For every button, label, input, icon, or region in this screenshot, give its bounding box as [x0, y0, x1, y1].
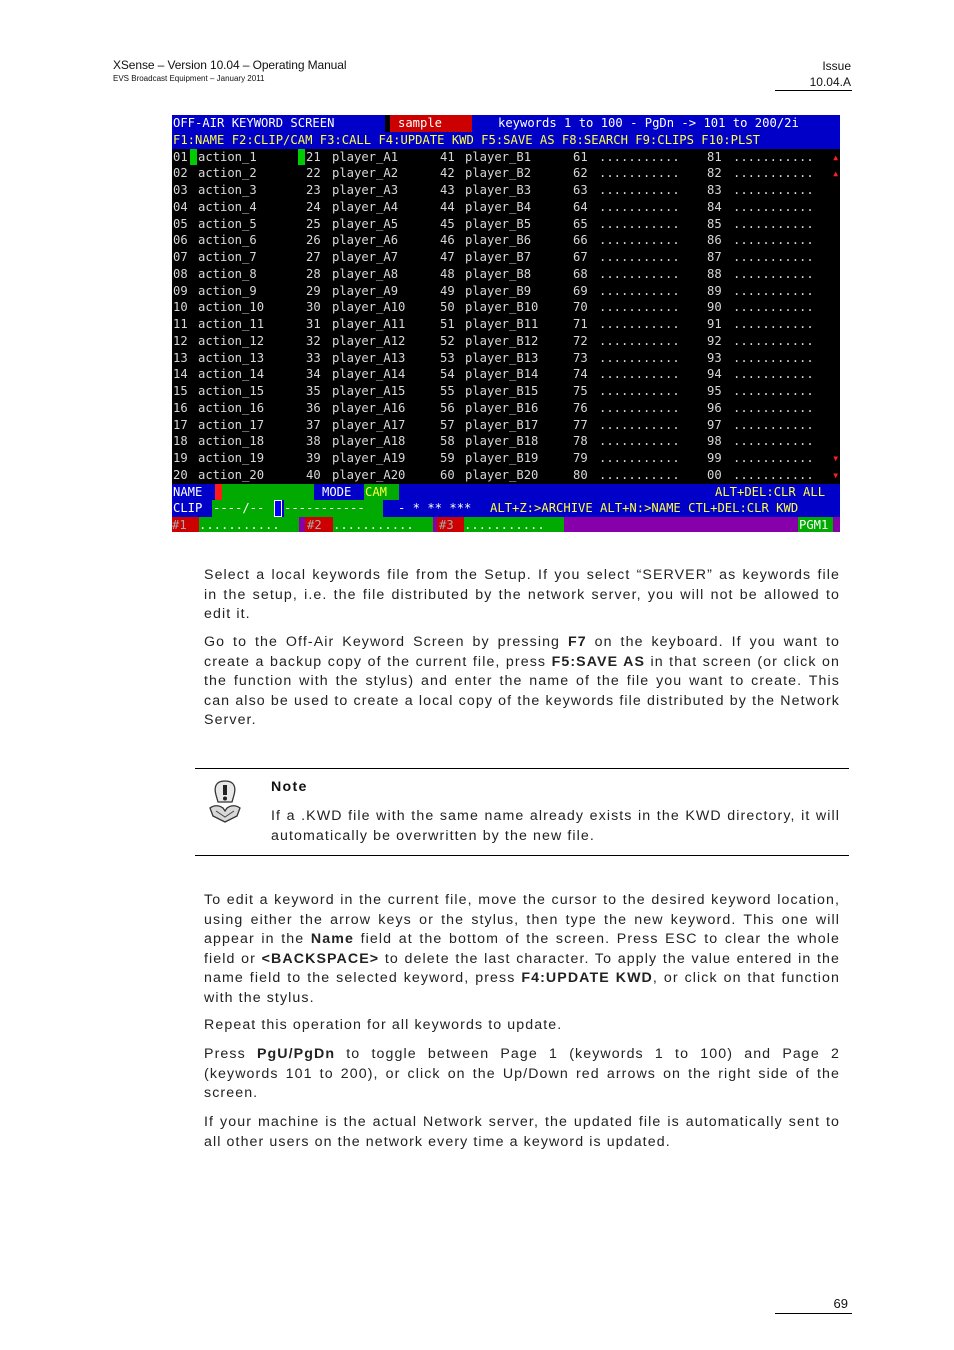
keyword-number: 19	[173, 451, 188, 465]
keyword-number: 73	[573, 350, 588, 365]
keyword-number: 04	[173, 199, 188, 214]
text-run: to delete the last character. To apply the value entered in the name field to the selected keyword, press	[204, 950, 841, 986]
keyword-cell[interactable]: player_A20	[332, 467, 406, 482]
keyword-cell[interactable]: ...........	[733, 283, 814, 298]
keyword-cell[interactable]: ...........	[599, 250, 680, 264]
keyword-number: 54	[440, 367, 455, 382]
keyword-cell[interactable]: player_B4	[465, 199, 532, 214]
keyword-number: 60	[440, 467, 455, 482]
keyword-number: 81	[707, 149, 722, 164]
function-keys[interactable]: F1:NAME F2:CLIP/CAM F3:CALL F4:UPDATE KWD F5:SAVE AS F8:SEARCH F9:CLIPS F10:PLST	[173, 132, 760, 147]
keyword-number: 91	[707, 317, 722, 331]
keyword-number: 29	[306, 283, 321, 298]
keyword-cell[interactable]: player_A3	[332, 183, 399, 197]
keyword-number: 16	[173, 400, 188, 415]
keyword-number: 44	[440, 199, 455, 214]
keyword-cell[interactable]: action_10	[198, 300, 265, 315]
slot-3-label[interactable]: #3	[437, 517, 466, 532]
warning-hand-icon	[205, 778, 245, 826]
keyword-number: 64	[573, 199, 588, 214]
page-number: 69	[833, 1296, 848, 1311]
name-cursor	[215, 484, 222, 501]
keyword-number: 41	[440, 149, 455, 164]
keyword-number: 94	[707, 367, 722, 382]
keyword-cell[interactable]: ...........	[733, 216, 814, 231]
keyword-number: 23	[306, 183, 321, 197]
text-run: to toggle between Page 1 (keywords 1 to 100) and Page 2 (keywords 101 to 200), or click on the Up/Down red arrows on the right side of the screen.	[204, 1046, 841, 1101]
paragraph-toggle-pages	[204, 1045, 840, 1104]
paragraph-select-file: Select a local keywords file from the Setup. If you select “SERVER” as keywords file in the setup, i.e. the file distributed by the network server, you will not be allowed to edit it.	[204, 567, 840, 622]
keyword-number: 50	[440, 300, 455, 315]
keyword-row	[172, 417, 840, 434]
keyword-cell[interactable]: action_5	[198, 216, 257, 231]
keyword-number: 88	[707, 266, 722, 281]
keyword-number: 02	[173, 166, 188, 181]
keyword-number: 75	[573, 384, 588, 398]
keyword-cell[interactable]: ...........	[733, 384, 814, 398]
keyword-number: 01	[173, 149, 188, 164]
keyword-cell[interactable]: ...........	[733, 266, 814, 281]
keyword-cell[interactable]: player_B9	[465, 283, 532, 298]
keyword-number: 67	[573, 250, 588, 264]
footer-rule	[775, 1313, 852, 1314]
page-down-arrow-icon[interactable]: ▾	[832, 451, 840, 465]
keyword-row	[172, 350, 840, 367]
text-run: on the keyboard. If you want to create a backup copy of the current file, press	[204, 634, 840, 670]
keyword-number: 46	[440, 233, 455, 248]
keyword-cell[interactable]: action_9	[198, 283, 257, 298]
header-rule	[775, 90, 852, 91]
slot-1-value[interactable]: ...........	[199, 517, 299, 532]
name-field-row[interactable]	[172, 484, 840, 501]
keyword-number: 77	[573, 417, 588, 432]
keyword-cell[interactable]: ...........	[599, 283, 680, 298]
keyword-cell[interactable]: action_20	[198, 467, 265, 482]
keyword-row	[172, 450, 840, 467]
keyword-row	[172, 383, 840, 400]
keyword-cell[interactable]: action_2	[198, 166, 257, 181]
keyword-number: 52	[440, 333, 455, 348]
keyword-cell[interactable]: ...........	[733, 317, 814, 331]
rating-stars[interactable]: - * ** ***	[398, 501, 472, 516]
keyword-cell[interactable]: ...........	[599, 199, 680, 214]
keyword-cell[interactable]: player_A12	[332, 333, 406, 348]
keyword-number: 09	[173, 283, 188, 298]
keyword-number: 36	[306, 400, 321, 415]
keyword-number: 93	[707, 350, 722, 365]
keyword-cell[interactable]: player_A10	[332, 300, 406, 315]
keyword-cell[interactable]: ...........	[599, 166, 680, 181]
keyword-cell[interactable]: ...........	[599, 216, 680, 231]
keyword-number: 03	[173, 183, 188, 197]
keyword-row	[172, 299, 840, 316]
keyword-number: 13	[173, 350, 188, 365]
keyword-cell[interactable]: action_6	[198, 233, 257, 248]
keyword-number: 69	[573, 283, 588, 298]
mode-label: MODE	[322, 484, 352, 499]
keyword-number: 62	[573, 166, 588, 181]
clip-field-row[interactable]	[172, 500, 840, 517]
clip-cursor	[274, 500, 282, 517]
keyword-cell[interactable]: action_15	[198, 384, 265, 398]
keyword-cell[interactable]: player_A5	[332, 216, 399, 231]
keyword-number: 10	[173, 300, 188, 315]
keyword-row	[172, 149, 840, 166]
slot-2-label[interactable]: #2	[305, 517, 334, 532]
note-title: Note	[271, 779, 308, 795]
keyword-number: 38	[306, 434, 321, 449]
keyword-cell[interactable]: action_14	[198, 367, 265, 382]
keyword-number: 70	[573, 300, 588, 315]
keyword-number: 14	[173, 367, 188, 382]
keyword-number: 96	[707, 400, 722, 415]
keyword-number: 76	[573, 400, 588, 415]
keyword-number: 49	[440, 283, 455, 298]
keyword-cell[interactable]: ...........	[599, 317, 680, 331]
keyword-number: 39	[306, 451, 321, 465]
keyword-row	[172, 232, 840, 249]
keyword-cell[interactable]: player_B5	[465, 216, 532, 231]
keyword-number: 59	[440, 451, 455, 465]
keyword-cell[interactable]: player_B6	[465, 233, 532, 248]
keyword-cell[interactable]: ...........	[733, 367, 814, 382]
keyword-number: 31	[306, 317, 321, 331]
keyword-number: 37	[306, 417, 321, 432]
keyword-cell[interactable]: action_13	[198, 350, 265, 365]
text-run: in that screen (or click on the function with the stylus) and enter the name of the file you want to create. This can also be used to create a local copy of the keywords file distributed by the Network Server.	[204, 653, 840, 728]
keyword-cell[interactable]: player_B11	[465, 317, 539, 331]
keyword-row	[172, 182, 840, 199]
mode-value[interactable]: CAM	[364, 484, 399, 501]
manual-title: XSense – Version 10.04 – Operating Manual	[113, 58, 347, 72]
paragraph-network-server: If your machine is the actual Network server, the updated file is automatically sent to all other users on the network every time a keyword is updated.	[204, 1114, 840, 1150]
keyword-cell[interactable]: player_A11	[332, 317, 406, 331]
keyword-cell[interactable]: ...........	[733, 166, 814, 181]
keyword-cell[interactable]: action_7	[198, 250, 257, 264]
keyword-number: 86	[707, 233, 722, 248]
keyword-cell[interactable]: ...........	[599, 333, 680, 348]
slot-3-value[interactable]: ...........	[464, 517, 564, 532]
issue-label: Issue	[822, 59, 851, 73]
pgm-label[interactable]: PGM1	[798, 517, 833, 532]
paragraph-edit-keyword	[204, 891, 840, 1008]
manual-subtitle: EVS Broadcast Equipment – January 2011	[113, 74, 265, 83]
keyword-number: 00	[707, 467, 722, 482]
keyword-cell[interactable]: player_A2	[332, 166, 399, 181]
keyword-number: 85	[707, 216, 722, 231]
keyword-cell[interactable]: ...........	[733, 250, 814, 264]
keyword-cell[interactable]: ...........	[599, 451, 680, 465]
keyword-row	[172, 283, 840, 300]
keyword-cell[interactable]: ...........	[733, 233, 814, 248]
keyword-number: 43	[440, 183, 455, 197]
keyword-cell[interactable]: ...........	[599, 417, 680, 432]
keyword-number: 66	[573, 233, 588, 248]
keyword-row	[172, 433, 840, 450]
keyword-number: 74	[573, 367, 588, 382]
keyword-cell[interactable]: ...........	[599, 149, 680, 164]
keyword-number: 06	[173, 233, 188, 248]
keyword-number: 47	[440, 250, 455, 264]
keyword-number: 55	[440, 384, 455, 398]
screen-title: OFF-AIR KEYWORD SCREEN	[172, 115, 385, 132]
field-name: Name	[310, 931, 354, 947]
keyword-number: 95	[707, 384, 722, 398]
keyword-number: 21	[306, 149, 321, 164]
keyword-cell[interactable]: ...........	[733, 333, 814, 348]
keyword-number: 79	[573, 451, 588, 465]
page-range: keywords 1 to 100 - PgDn -> 101 to 200/2i	[472, 115, 840, 132]
keyword-number: 61	[573, 149, 588, 164]
keyword-number: 05	[173, 216, 188, 231]
key-backspace: <BACKSPACE>	[261, 950, 380, 967]
keyword-cell[interactable]: ...........	[599, 350, 680, 365]
clip-label: CLIP	[173, 501, 203, 516]
issue-number: 10.04.A	[809, 75, 851, 89]
keyword-number: 18	[173, 434, 188, 449]
keyword-cell[interactable]: ...........	[599, 400, 680, 415]
keyword-number: 28	[306, 266, 321, 281]
keyword-cell[interactable]: player_A8	[332, 266, 399, 281]
keyword-row	[172, 366, 840, 383]
keyword-cell[interactable]: ...........	[599, 434, 680, 449]
keyword-number: 65	[573, 216, 588, 231]
keyword-number: 22	[306, 166, 321, 181]
keyword-cell[interactable]: player_B16	[465, 400, 539, 415]
keyword-number: 97	[707, 417, 722, 432]
keyword-cell[interactable]: player_B7	[465, 250, 532, 264]
keyword-number: 83	[707, 183, 722, 197]
text-run: Press	[204, 1046, 257, 1062]
keyword-cell[interactable]: player_A6	[332, 233, 399, 248]
keyword-cell[interactable]: player_B20	[465, 467, 539, 482]
archive-shortcuts[interactable]: ALT+Z:>ARCHIVE ALT+N:>NAME CTL+DEL:CLR KWD	[490, 501, 799, 516]
keyword-cell[interactable]: player_B10	[465, 300, 539, 315]
slots-row	[172, 517, 840, 532]
keyword-number: 89	[707, 283, 722, 298]
keyword-number: 78	[573, 434, 588, 449]
text-run: To edit a keyword in the current file, move the cursor to the desired keyword location, using either the arrow keys or the stylus, then type the new keyword. This one will appear in the	[204, 892, 840, 947]
keyword-number: 92	[707, 333, 722, 348]
name-label: NAME	[173, 484, 203, 499]
name-input[interactable]	[222, 484, 314, 501]
keyword-cell[interactable]: ...........	[599, 233, 680, 248]
keyword-cell[interactable]: player_A4	[332, 199, 399, 214]
keyword-cell[interactable]: ...........	[733, 417, 814, 432]
page-up-arrow-icon[interactable]: ▴	[832, 166, 840, 181]
keyword-number: 72	[573, 333, 588, 348]
page-down-arrow-icon[interactable]: ▾	[832, 467, 840, 482]
keyword-cell[interactable]: ...........	[599, 300, 680, 315]
keyword-number: 12	[173, 333, 188, 348]
keyword-number: 84	[707, 199, 722, 214]
keyword-number: 80	[573, 467, 588, 482]
keyword-cell[interactable]: player_A14	[332, 367, 406, 382]
keyword-number: 25	[306, 216, 321, 231]
selection-cursor	[190, 149, 197, 166]
keyword-cell[interactable]: action_12	[198, 333, 265, 348]
keyword-number: 48	[440, 266, 455, 281]
keyword-cell[interactable]: player_B8	[465, 266, 532, 281]
keyword-cell[interactable]: ...........	[733, 434, 814, 449]
keyword-cell[interactable]: ...........	[599, 367, 680, 382]
keyword-row	[172, 467, 840, 484]
clear-all-shortcut[interactable]: ALT+DEL:CLR ALL	[715, 484, 826, 499]
keyword-number: 63	[573, 183, 588, 197]
keyword-cell[interactable]: action_18	[198, 434, 265, 449]
key-pgu-pgdn: PgU/PgDn	[256, 1046, 336, 1062]
keyword-cell[interactable]: player_B1	[465, 149, 532, 164]
keyword-number: 71	[573, 317, 588, 331]
issue-block	[810, 58, 851, 90]
page-up-arrow-icon[interactable]: ▴	[832, 149, 840, 164]
keyword-number: 98	[707, 434, 722, 449]
keyword-number: 24	[306, 199, 321, 214]
keyword-number: 27	[306, 250, 321, 264]
paragraph-repeat: Repeat this operation for all keywords to update.	[204, 1017, 563, 1033]
keyword-cell[interactable]: ...........	[733, 300, 814, 315]
keyword-cell[interactable]: ...........	[599, 467, 680, 482]
slot-1-label[interactable]: #1	[172, 517, 199, 532]
column-cursor	[298, 149, 305, 166]
keyword-cell[interactable]: ...........	[733, 451, 814, 465]
keyword-number: 53	[440, 350, 455, 365]
key-update-kwd: F4:UPDATE KWD	[521, 970, 653, 986]
keyword-number: 32	[306, 333, 321, 348]
clip-value[interactable]: ----/--	[212, 500, 275, 517]
keyword-row	[172, 165, 840, 182]
keyword-cell[interactable]: ...........	[599, 384, 680, 398]
keyword-number: 33	[306, 350, 321, 365]
keyword-row	[172, 316, 840, 333]
clip-dashes: -----------	[284, 500, 383, 517]
keyword-number: 45	[440, 216, 455, 231]
function-keys-row[interactable]	[172, 132, 840, 149]
keyword-cell[interactable]: ...........	[733, 199, 814, 214]
keyword-number: 51	[440, 317, 455, 331]
keyword-number: 26	[306, 233, 321, 248]
keyword-number: 57	[440, 417, 455, 432]
keyword-number: 30	[306, 300, 321, 315]
keyword-cell[interactable]: action_3	[198, 183, 257, 197]
keyword-cell[interactable]: player_B17	[465, 417, 539, 432]
keyword-cell[interactable]: ...........	[599, 266, 680, 281]
keyword-cell[interactable]: player_A16	[332, 400, 406, 415]
file-name: sample	[390, 115, 480, 132]
keyword-cell[interactable]: ...........	[733, 183, 814, 197]
keyword-cell[interactable]: player_B18	[465, 434, 539, 449]
document-header	[113, 58, 346, 83]
note-bottom-rule	[195, 855, 849, 856]
keyword-cell[interactable]: action_8	[198, 266, 257, 281]
text-run: field at the bottom of the screen. Press ESC to clear the whole field or	[204, 931, 840, 967]
keyword-row	[172, 266, 840, 283]
keyword-cell[interactable]: player_A17	[332, 417, 406, 432]
keyword-number: 35	[306, 384, 321, 398]
keyword-number: 20	[173, 467, 188, 482]
keyword-cell[interactable]: ...........	[733, 149, 814, 164]
keyword-cell[interactable]: player_A9	[332, 283, 399, 298]
keyword-number: 90	[707, 300, 722, 315]
screen-title-row	[172, 115, 840, 132]
keyword-number: 40	[306, 467, 321, 482]
keyword-row	[172, 199, 840, 216]
keyword-cell[interactable]: action_11	[198, 317, 265, 331]
keyword-row	[172, 333, 840, 350]
keyword-cell[interactable]: player_B13	[465, 350, 539, 365]
note-top-rule	[195, 768, 849, 769]
keyword-cell[interactable]: player_A19	[332, 451, 406, 465]
keyword-cell[interactable]: player_A7	[332, 250, 399, 264]
keyword-row	[172, 249, 840, 266]
keyword-cell[interactable]: action_19	[198, 451, 265, 465]
keyword-cell[interactable]: action_4	[198, 199, 257, 214]
keyword-number: 15	[173, 384, 188, 398]
keyword-cell[interactable]: ...........	[733, 350, 814, 365]
keyword-cell[interactable]: ...........	[733, 467, 814, 482]
keyword-number: 82	[707, 166, 722, 181]
text-run: , or click on that function with the stylus.	[204, 970, 840, 1006]
keyword-row	[172, 400, 840, 417]
off-air-keyword-screen	[172, 115, 840, 532]
keyword-cell[interactable]: player_B3	[465, 183, 532, 197]
keyword-number: 07	[173, 250, 188, 264]
keyword-number: 87	[707, 250, 722, 264]
keyword-number: 58	[440, 434, 455, 449]
keyword-number: 08	[173, 266, 188, 281]
keyword-cell[interactable]: player_B19	[465, 451, 539, 465]
text-run: Go to the Off-Air Keyword Screen by pressing	[204, 634, 568, 650]
keyword-cell[interactable]: action_16	[198, 400, 265, 415]
keyword-number: 99	[707, 451, 722, 465]
keyword-number: 17	[173, 417, 188, 432]
keyword-number: 11	[173, 317, 188, 331]
keyword-number: 56	[440, 400, 455, 415]
key-f7: F7	[567, 634, 587, 650]
keyword-cell[interactable]: ...........	[733, 400, 814, 415]
slot-2-value[interactable]: ...........	[333, 517, 433, 532]
keyword-cell[interactable]: ...........	[599, 183, 680, 197]
keyword-cell[interactable]: player_A13	[332, 350, 406, 365]
keyword-cell[interactable]: action_17	[198, 417, 265, 432]
keyword-cell[interactable]: player_B15	[465, 384, 539, 398]
note-text: If a .KWD file with the same name already exists in the KWD directory, it will automatically be overwritten by the new file.	[271, 808, 840, 844]
keyword-cell[interactable]: player_B12	[465, 333, 539, 348]
keyword-row	[172, 216, 840, 233]
keyword-cell[interactable]: player_A1	[332, 149, 399, 164]
keyword-cell[interactable]: player_B2	[465, 166, 532, 181]
keyword-cell[interactable]: player_A15	[332, 384, 406, 398]
keyword-cell[interactable]: player_A18	[332, 434, 406, 449]
keyword-number: 68	[573, 266, 588, 281]
paragraph-go-to-screen	[204, 633, 840, 731]
key-save-as: F5:SAVE AS	[551, 653, 646, 670]
keyword-cell[interactable]: action_1	[198, 149, 257, 164]
keyword-cell[interactable]: player_B14	[465, 367, 539, 382]
keyword-number: 34	[306, 367, 321, 382]
keyword-number: 42	[440, 166, 455, 181]
